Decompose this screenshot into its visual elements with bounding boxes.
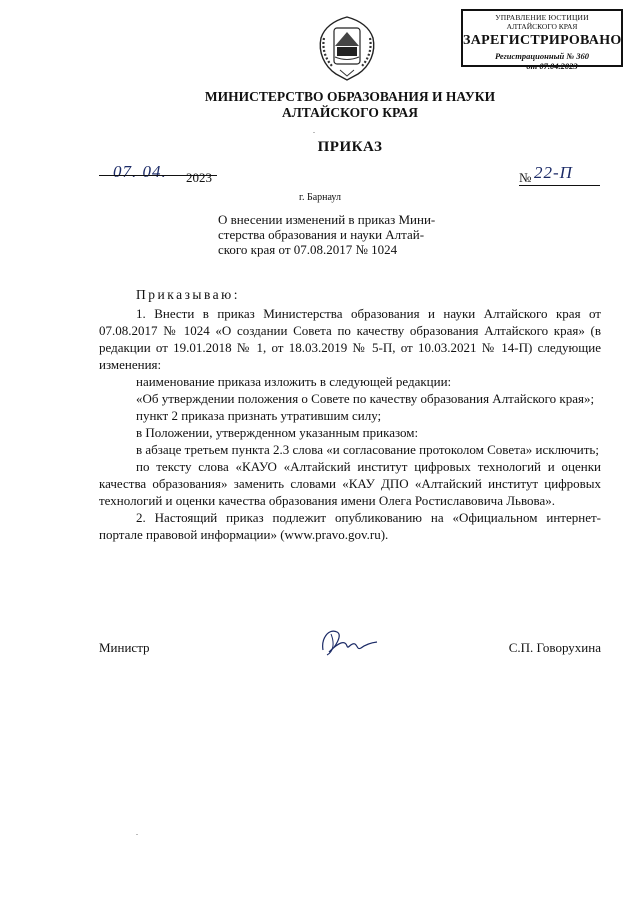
signatory-title: Министр (99, 640, 150, 655)
stamp-reg-date: от 07.04.2023 (526, 60, 578, 71)
scan-speck (313, 132, 315, 133)
city: г. Барнаул (299, 192, 341, 203)
paragraph-2: наименование приказа изложить в следующей редакции: (136, 374, 452, 389)
order-number-label: № (519, 170, 532, 185)
signatory-name: С.П. Говорухина (508, 640, 601, 655)
subject-line-1: О внесении изменений в приказ Мини- (218, 212, 436, 227)
number-underline (519, 185, 600, 186)
handwritten-signature-icon (317, 624, 387, 658)
paragraph-1: 1. Внести в приказ Министерства образования и науки Алтайского края от 07.08.2017 № 1024 «О создании Совета по качеству образования Алтайского края» (в редакции от 19.01.2018 № 1, от 18.03.2019 № 5-П, от 10.03.2021 № 14-П) следующие изменения: (99, 306, 601, 372)
paragraph-3: «Об утверждении положения о Совете по качеству образования Алтайского края»; (136, 391, 595, 406)
stamp-reg-number: Регистрационный № 360 (495, 51, 589, 61)
registration-stamp (461, 9, 623, 71)
signature-block (99, 636, 601, 666)
subject-line-2: стерства образования и науки Алтай- (218, 227, 425, 242)
handwritten-order-number: 22-П (534, 163, 573, 182)
coat-of-arms-icon (316, 14, 378, 82)
document-type: ПРИКАЗ (317, 139, 383, 155)
ministry-line-1: МИНИСТЕРСТВО ОБРАЗОВАНИЯ И НАУКИ (204, 89, 496, 104)
handwritten-date: 07. 04. (113, 162, 167, 181)
stamp-authority-line2: АЛТАЙСКОГО КРАЯ (506, 21, 578, 31)
stamp-authority-line1: УПРАВЛЕНИЕ ЮСТИЦИИ (495, 13, 589, 22)
paragraph-6: в абзаце третьем пункта 2.3 слова «и согласование протоколом Совета» исключить; (136, 442, 599, 457)
order-body (99, 305, 601, 543)
stamp-status: ЗАРЕГИСТРИРОВАНО (463, 33, 622, 48)
date-year: 2023 (186, 170, 212, 185)
order-intro: Приказываю: (136, 287, 240, 302)
scan-speck (136, 834, 138, 835)
paragraph-8: 2. Настоящий приказ подлежит опубликованию на «Официальном интернет-портале правовой информации» (www.pravo.gov.ru). (99, 510, 601, 542)
paragraph-5: в Положении, утвержденном указанным приказом: (136, 425, 419, 440)
order-subject (218, 212, 450, 257)
ministry-line-2: АЛТАЙСКОГО КРАЯ (281, 105, 419, 120)
paragraph-7: по тексту слова «КАУО «Алтайский институт цифровых технологий и оценки качества образования» заменить словами «КАУ ДПО «Алтайский институт цифровых технологий и оценки качества образования имени Олега Ростиславовича Львова». (99, 459, 601, 508)
paragraph-4: пункт 2 приказа признать утратившим силу; (136, 408, 382, 423)
subject-line-3: ского края от 07.08.2017 № 1024 (218, 242, 398, 257)
ministry-heading (160, 89, 540, 121)
